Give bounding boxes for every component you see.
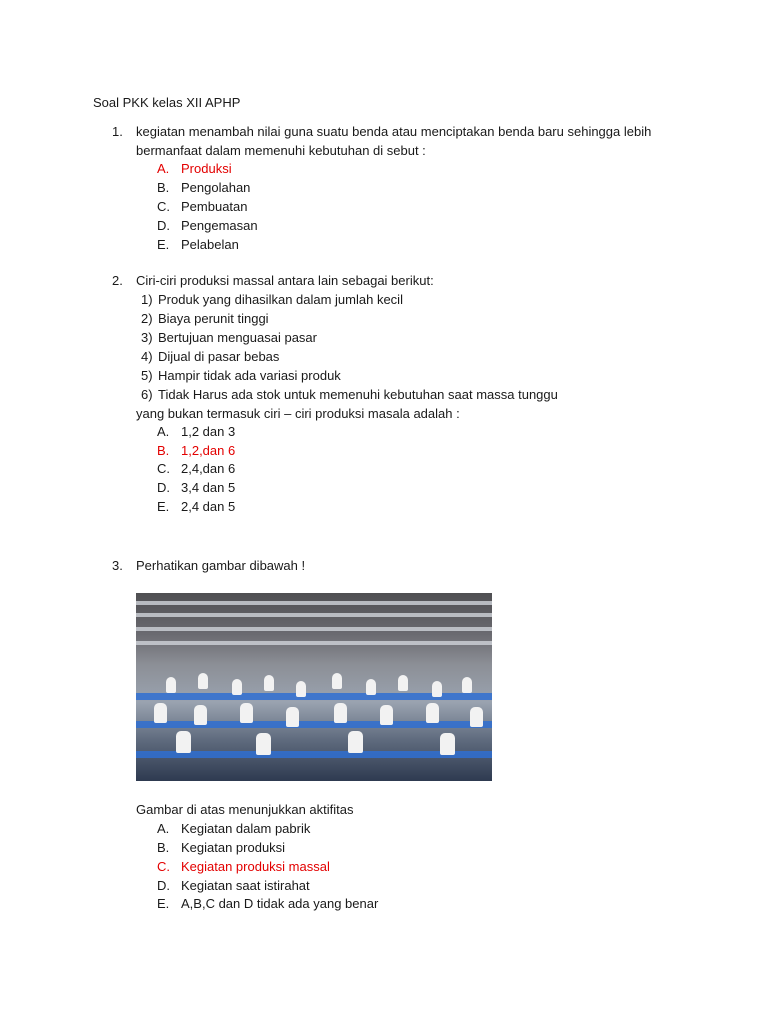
option-letter: E. [157, 896, 170, 911]
option-letter: B. [157, 443, 170, 458]
option-letter: C. [157, 199, 170, 214]
q1-option-a [157, 161, 232, 176]
q2-option-a [157, 424, 235, 439]
q2-item-2 [141, 311, 269, 326]
question-1-text: kegiatan menambah nilai guna suatu benda atau menciptakan benda baru sehingga lebih bermanfaat dalam memenuhi kebutuhan di sebut : [136, 124, 652, 158]
option-text: Pelabelan [181, 237, 239, 252]
q2-option-b [157, 443, 235, 458]
option-letter: E. [157, 237, 170, 252]
item-text: Tidak Harus ada stok untuk memenuhi kebutuhan saat massa tunggu [158, 387, 558, 402]
q3-option-e [157, 896, 378, 911]
item-text: Bertujuan menguasai pasar [158, 330, 317, 345]
option-text: Kegiatan dalam pabrik [181, 821, 311, 836]
q2-item-3 [141, 330, 317, 345]
q2-item-4 [141, 349, 279, 364]
question-3-number: 3. [112, 558, 123, 573]
option-text: Pembuatan [181, 199, 248, 214]
item-number: 5) [141, 368, 153, 383]
question-2-prompt: yang bukan termasuk ciri – ciri produksi masala adalah : [136, 406, 460, 421]
question-3-text: Perhatikan gambar dibawah ! [136, 558, 306, 573]
option-letter: E. [157, 499, 170, 514]
option-text: 2,4,dan 6 [181, 461, 236, 476]
option-letter: D. [157, 218, 170, 233]
question-2-text: Ciri-ciri produksi massal antara lain sebagai berikut: [136, 273, 434, 288]
option-text: 1,2 dan 3 [181, 424, 236, 439]
option-letter: A. [157, 161, 170, 176]
option-letter: D. [157, 878, 170, 893]
option-text: Kegiatan produksi massal [181, 859, 330, 874]
q3-option-b [157, 840, 285, 855]
question-2-number: 2. [112, 273, 123, 288]
q1-option-c [157, 199, 248, 214]
item-text: Biaya perunit tinggi [158, 311, 269, 326]
option-text: Pengolahan [181, 180, 251, 195]
option-letter: B. [157, 180, 170, 195]
item-number: 2) [141, 311, 153, 326]
factory-photo [136, 593, 492, 781]
item-text: Dijual di pasar bebas [158, 349, 280, 364]
q2-option-c [157, 461, 235, 476]
q1-option-e [157, 237, 239, 252]
question-3-caption: Gambar di atas menunjukkan aktifitas [136, 802, 354, 817]
option-text: 3,4 dan 5 [181, 480, 236, 495]
option-text: 1,2,dan 6 [181, 443, 236, 458]
option-text: Kegiatan produksi [181, 840, 286, 855]
option-text: Pengemasan [181, 218, 258, 233]
q2-item-1 [141, 292, 403, 307]
q3-option-c [157, 859, 330, 874]
q2-item-6 [141, 387, 558, 402]
q2-option-d [157, 480, 235, 495]
option-text: A,B,C dan D tidak ada yang benar [181, 896, 379, 911]
option-text: 2,4 dan 5 [181, 499, 236, 514]
q3-option-d [157, 878, 310, 893]
option-letter: B. [157, 840, 170, 855]
q1-option-b [157, 180, 250, 195]
item-number: 1) [141, 292, 153, 307]
q2-option-e [157, 499, 235, 514]
option-letter: C. [157, 859, 170, 874]
q3-option-a [157, 821, 310, 836]
option-letter: D. [157, 480, 170, 495]
option-text: Kegiatan saat istirahat [181, 878, 310, 893]
question-1-number: 1. [112, 124, 123, 139]
item-number: 6) [141, 387, 153, 402]
option-text: Produksi [181, 161, 232, 176]
item-text: Hampir tidak ada variasi produk [158, 368, 341, 383]
item-number: 3) [141, 330, 153, 345]
item-number: 4) [141, 349, 153, 364]
q2-item-5 [141, 368, 341, 383]
option-letter: A. [157, 424, 170, 439]
page-title: Soal PKK kelas XII APHP [93, 95, 241, 110]
item-text: Produk yang dihasilkan dalam jumlah kecil [158, 292, 403, 307]
q1-option-d [157, 218, 258, 233]
option-letter: C. [157, 461, 170, 476]
option-letter: A. [157, 821, 170, 836]
